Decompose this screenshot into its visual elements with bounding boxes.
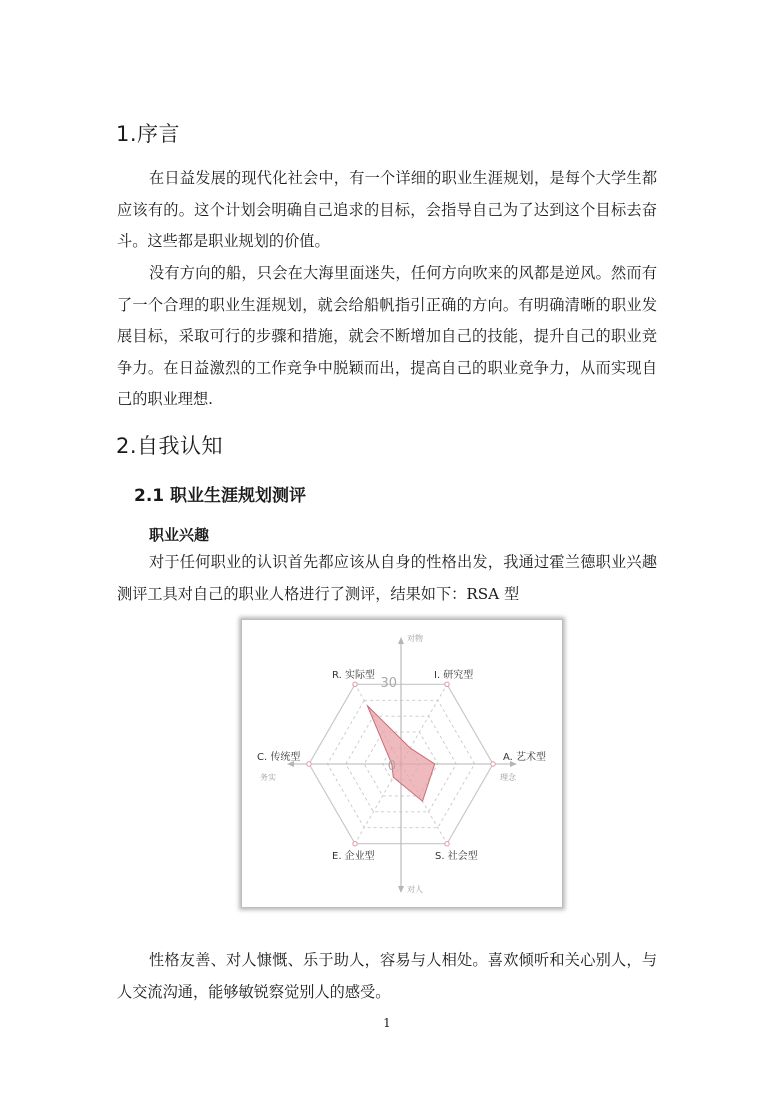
axis-label-0: R. 实际型 xyxy=(332,670,375,681)
axis-end-label-right: 理念 xyxy=(500,773,516,782)
vertex-dot-5 xyxy=(307,762,311,766)
tick-label-0: 0 xyxy=(387,759,396,774)
section-title-preface: 1.序言 xyxy=(116,122,181,146)
interest-paragraph: 对于任何职业的认识首先都应该从自身的性格出发，我通过霍兰德职业兴趣测评工具对自己的职业人格进行了测评，结果如下：RSA 型 xyxy=(117,553,657,603)
arrow-up-icon xyxy=(398,637,404,644)
section-title-self-cognition: 2.自我认知 xyxy=(116,434,224,458)
axis-label-3: S. 社会型 xyxy=(435,851,478,862)
subsection-title-assessment: 2.1 职业生涯规划测评 xyxy=(134,486,307,506)
axis-label-2: A. 艺术型 xyxy=(503,752,547,763)
holland-radar-chart xyxy=(241,619,563,908)
preface-paragraph-2: 没有方向的船，只会在大海里面迷失，任何方向吹来的风都是逆风。然而有了一个合理的职业生涯规划，就会给船帆指引正确的方向。有明确清晰的职业发展目标，采取可行的步骤和措施，就会不断增加自己的技能，提升自己的职业竞争力。在日益激烈的工作竞争中脱颖而出，提高自己的职业竞争力，从而实现自己的职业理想. xyxy=(117,264,657,408)
vertex-dot-3 xyxy=(445,842,449,846)
axis-end-label-top: 对物 xyxy=(407,634,423,643)
vertex-dot-0 xyxy=(353,682,357,686)
result-paragraph: 性格友善、对人慷慨、乐于助人，容易与人相处。喜欢倾听和关心别人，与人交流沟通，能够敏锐察觉别人的感受。 xyxy=(117,951,657,1001)
page-number: 1 xyxy=(383,1016,391,1030)
axis-label-1: I. 研究型 xyxy=(434,670,474,681)
axis-label-5: C. 传统型 xyxy=(257,752,301,763)
radar-chart-svg xyxy=(242,620,562,907)
axis-end-label-bottom: 对人 xyxy=(407,885,423,894)
arrow-down-icon xyxy=(398,886,404,893)
vertex-dot-4 xyxy=(353,842,357,846)
preface-paragraph-1: 在日益发展的现代化社会中，有一个详细的职业生涯规划，是每个大学生都应该有的。这个计划会明确自己追求的目标，会指导自己为了达到这个目标去奋斗。这些都是职业规划的价值。 xyxy=(117,169,657,250)
tick-label-30: 30 xyxy=(380,676,397,691)
vertex-dot-1 xyxy=(445,682,449,686)
axis-label-4: E. 企业型 xyxy=(332,851,375,862)
vertex-dot-2 xyxy=(491,762,495,766)
axis-end-label-left: 务实 xyxy=(260,773,276,782)
heading-interest: 职业兴趣 xyxy=(149,526,210,544)
